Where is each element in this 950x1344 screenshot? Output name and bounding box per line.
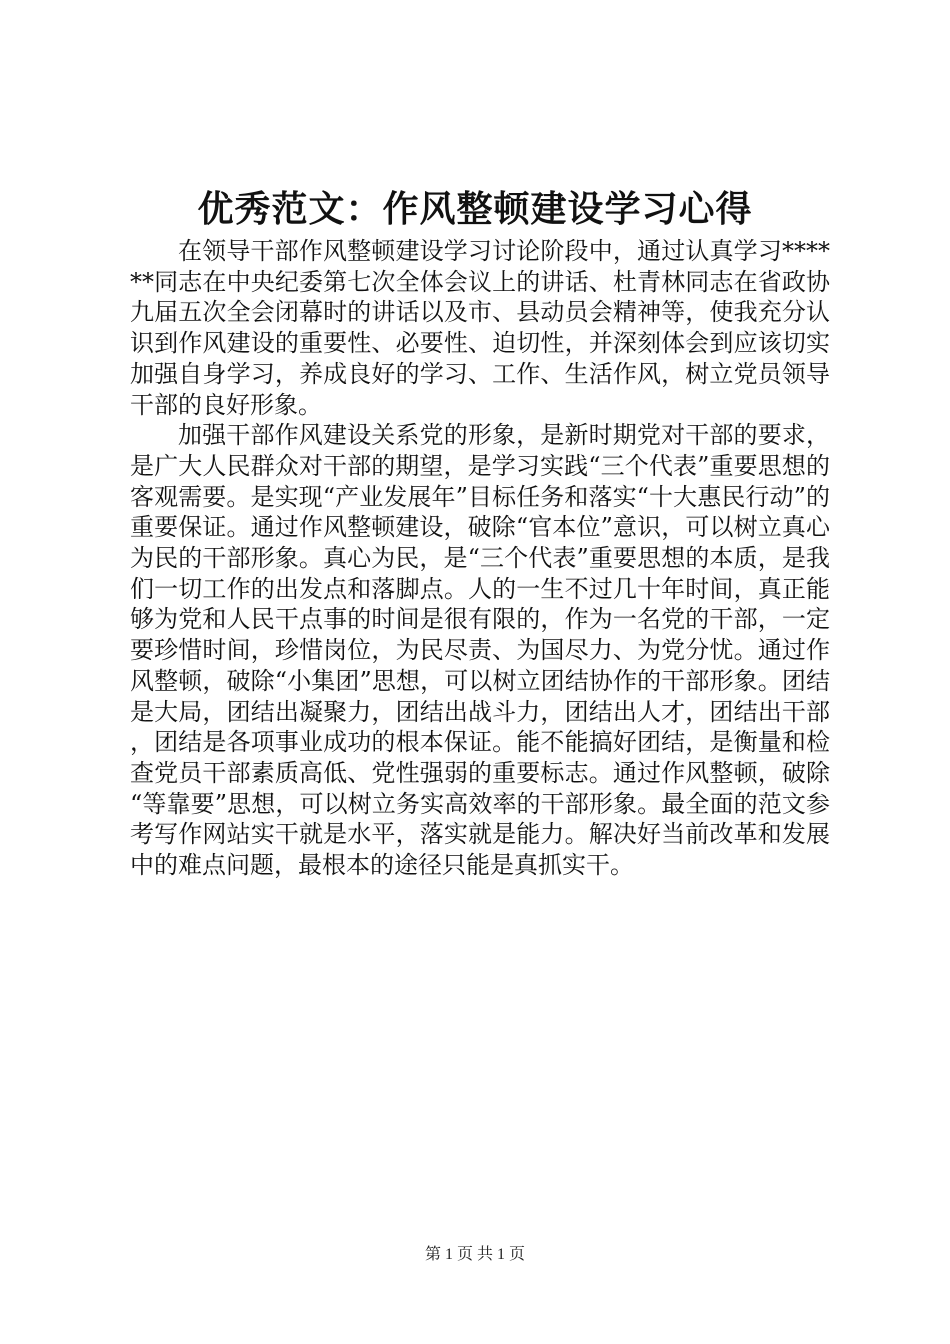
document-title: 优秀范文：作风整顿建设学习心得 [197,188,753,230]
page-number-footer: 第 1 页 共 1 页 [424,1246,525,1263]
paragraph-1: 在领导干部作风整顿建设学习讨论阶段中，通过认真学习******同志在中央纪委第七次全体会议上的讲话、杜青林同志在省政协九届五次全会闭幕时的讲话以及市、县动员会精神等，使我充分认识到作风建设的重要性、必要性、迫切性，并深刻体会到应该切实加强自身学习，养成良好的学习、工作、生活作风，树立党员领导干部的良好形象。 [130,237,830,419]
document-body [130,236,830,881]
paragraph-2: 加强干部作风建设关系党的形象，是新时期党对干部的要求，是广大人民群众对干部的期望，是学习实践“三个代表”重要思想的客观需要。是实现“产业发展年”目标任务和落实“十大惠民行动”的重要保证。通过作风整顿建设，破除“官本位”意识，可以树立真心为民的干部形象。真心为民，是“三个代表”重要思想的本质，是我们一切工作的出发点和落脚点。人的一生不过几十年时间，真正能够为党和人民干点事的时间是很有限的，作为一名党的干部，一定要珍惜时间，珍惜岗位，为民尽责、为国尽力、为党分忧。通过作风整顿，破除“小集团”思想，可以树立团结协作的干部形象。团结是大局，团结出凝聚力，团结出战斗力，团结出人才，团结出干部，团结是各项事业成功的根本保证。能不能搞好团结，是衡量和检查党员干部素质高低、党性强弱的重要标志。通过作风整顿，破除“等靠要”思想，可以树立务实高效率的干部形象。最全面的范文参考写作网站实干就是水平，落实就是能力。解决好当前改革和发展中的难点问题，最根本的途径只能是真抓实干。 [130,421,830,880]
